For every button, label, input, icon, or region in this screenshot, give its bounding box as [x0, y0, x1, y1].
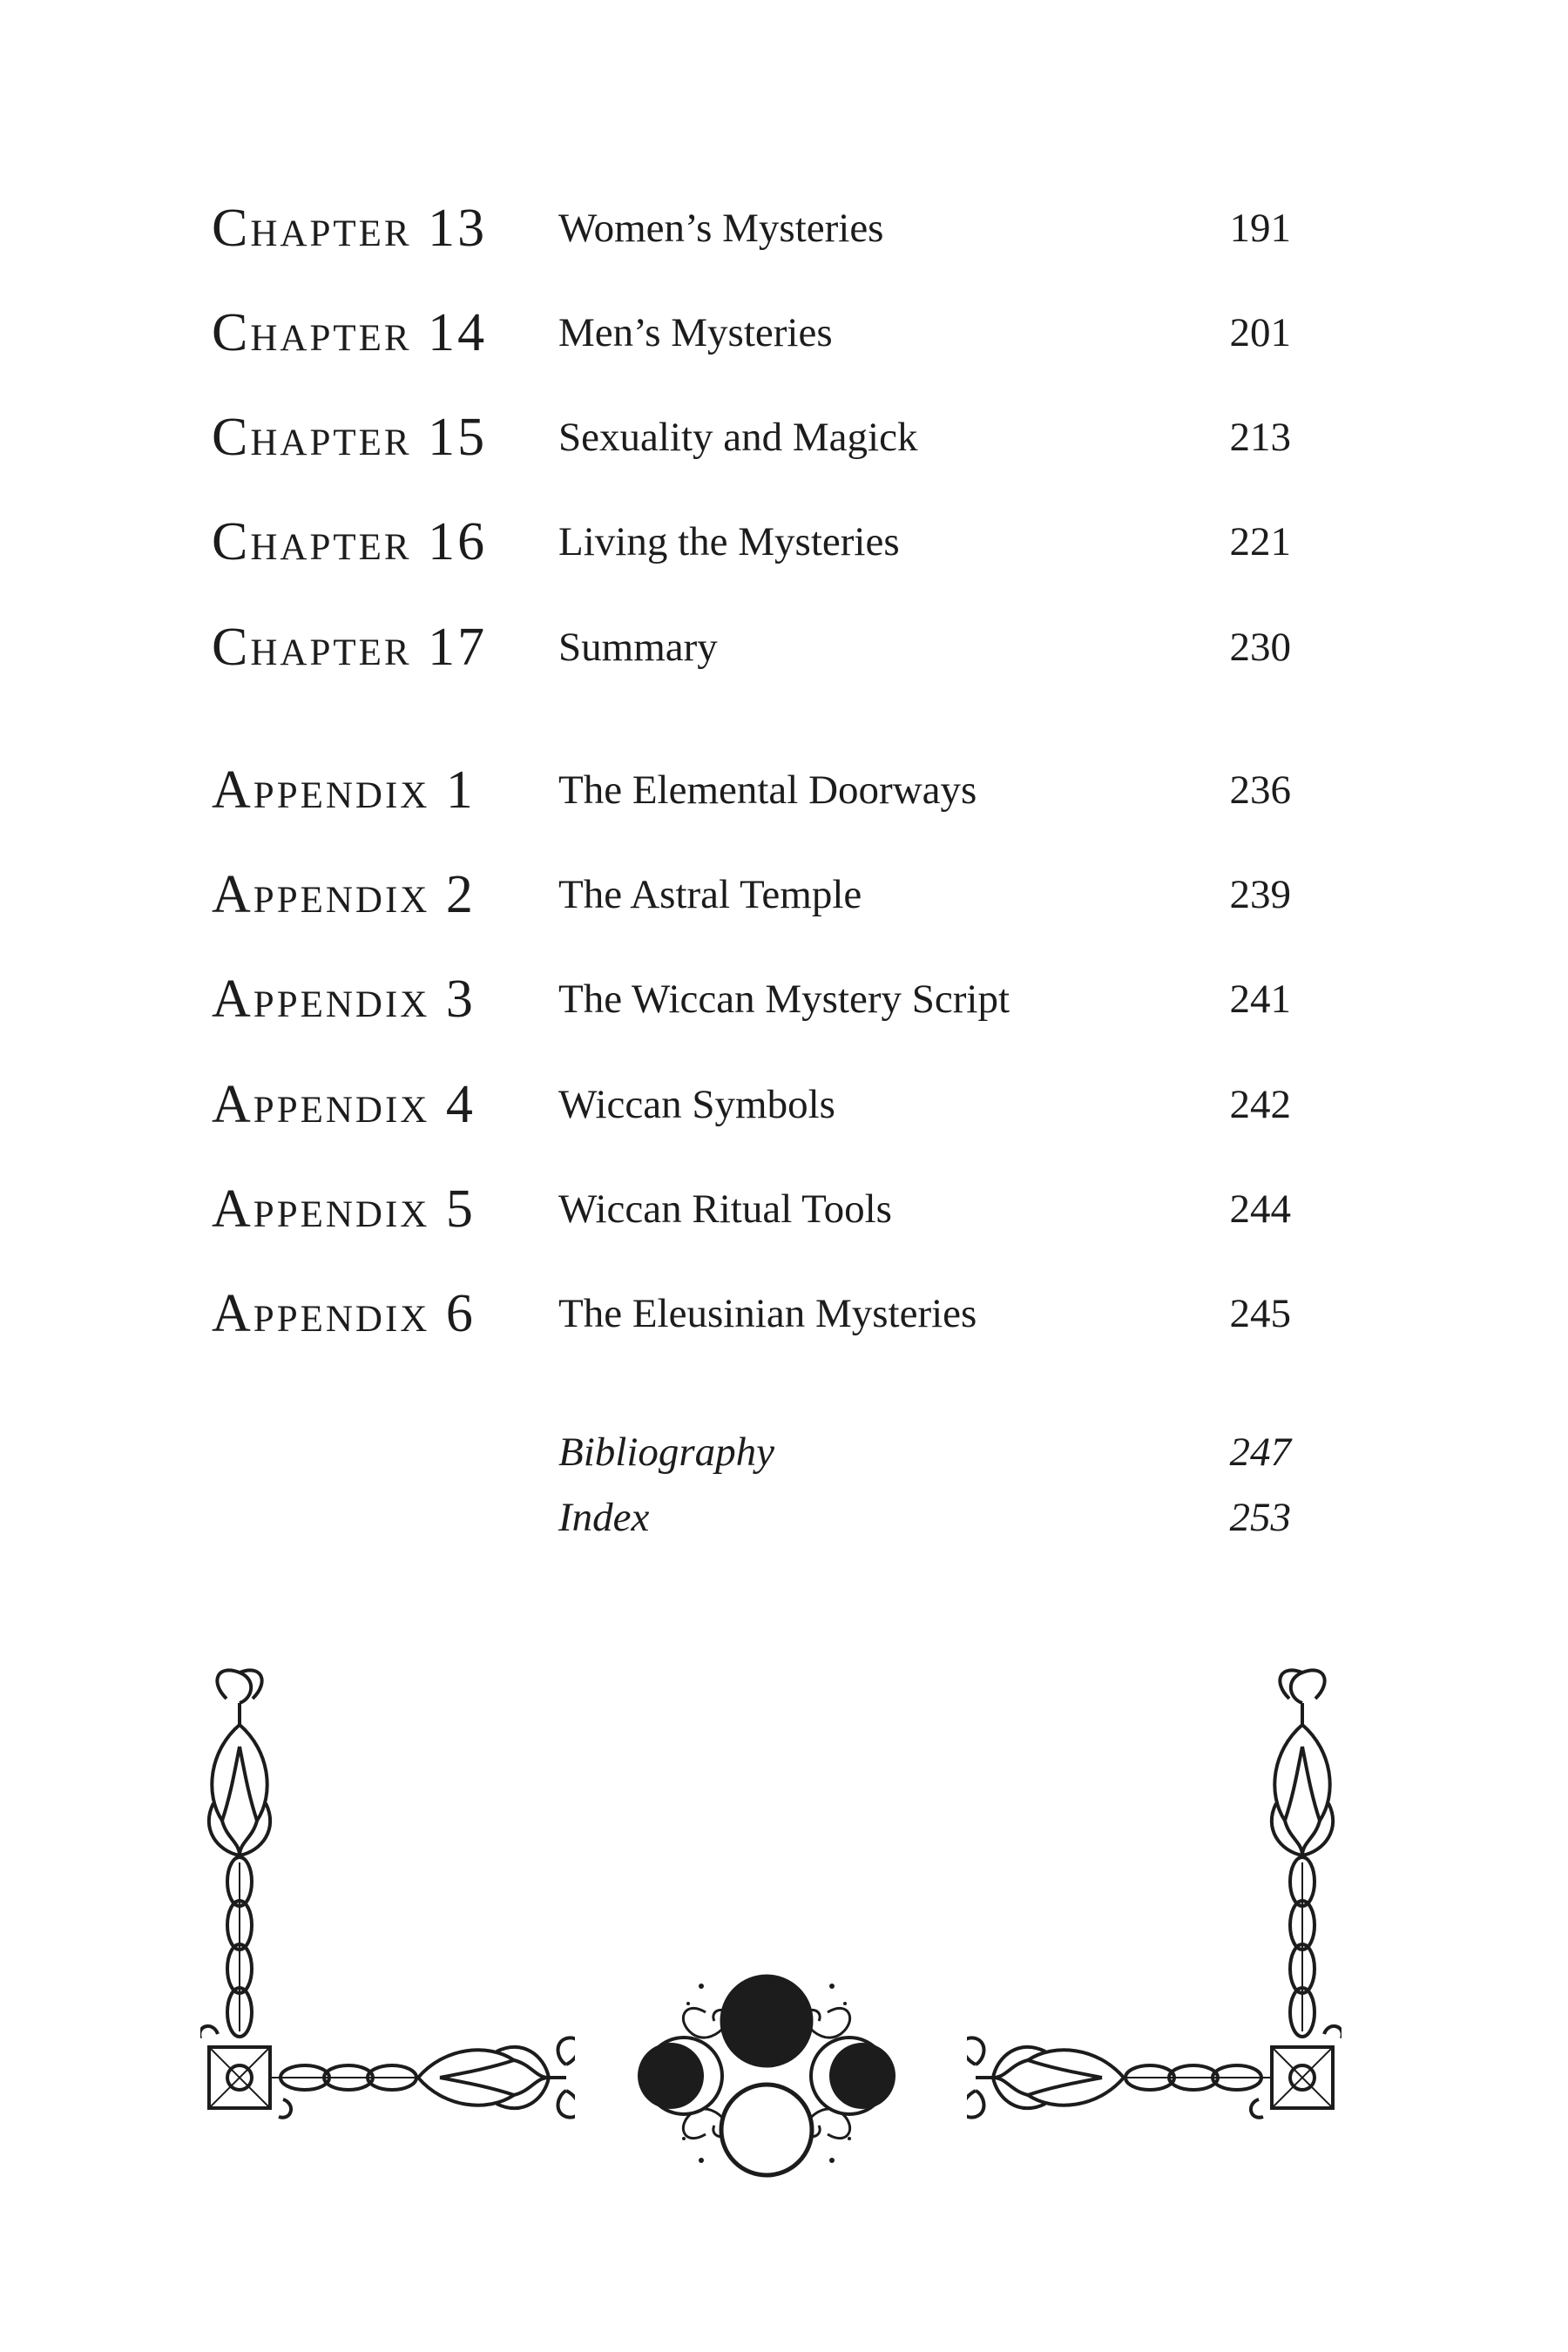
- chapter-title: Sexuality and Magick: [558, 415, 918, 460]
- toc-row-appendix-6[interactable]: [0, 1279, 1568, 1348]
- appendix-title: The Wiccan Mystery Script: [558, 977, 1010, 1022]
- chapter-title: Living the Mysteries: [558, 519, 900, 564]
- toc-row-appendix-1[interactable]: [0, 755, 1568, 825]
- toc-row-appendix-2[interactable]: [0, 860, 1568, 929]
- page-number: 230: [1229, 625, 1291, 670]
- appendix-title: The Elemental Doorways: [558, 767, 977, 813]
- toc-row-appendix-3[interactable]: [0, 964, 1568, 1034]
- page-number: 191: [1229, 206, 1291, 251]
- page-number: 245: [1229, 1291, 1291, 1336]
- toc-row-chapter-16[interactable]: [0, 507, 1568, 577]
- corner-flourish-icon: [200, 1664, 575, 2134]
- page-number: 242: [1229, 1082, 1291, 1127]
- appendix-label: Appendix 5: [212, 1179, 476, 1239]
- appendix-label: Appendix 2: [212, 865, 476, 924]
- corner-flourish-icon: [967, 1664, 1342, 2134]
- page-number: 236: [1229, 767, 1291, 813]
- chapter-label: Chapter 14: [212, 303, 488, 362]
- appendix-title: Wiccan Symbols: [558, 1082, 835, 1127]
- triple-moon-icon: [623, 1951, 910, 2195]
- appendix-label: Appendix 4: [212, 1075, 476, 1134]
- page-number: 239: [1229, 872, 1291, 917]
- toc-row-bibliography[interactable]: [0, 1417, 1568, 1487]
- page-number: 221: [1229, 519, 1291, 564]
- page-number: 213: [1229, 415, 1291, 460]
- toc-row-chapter-14[interactable]: [0, 298, 1568, 368]
- chapter-label: Chapter 15: [212, 408, 488, 467]
- chapter-title: Women’s Mysteries: [558, 206, 884, 251]
- page-number: 241: [1229, 977, 1291, 1022]
- toc-row-appendix-5[interactable]: [0, 1174, 1568, 1244]
- chapter-label: Chapter 17: [212, 618, 488, 677]
- appendix-label: Appendix 3: [212, 970, 476, 1029]
- page-number: 244: [1229, 1186, 1291, 1232]
- chapter-label: Chapter 13: [212, 199, 488, 258]
- appendix-title: Wiccan Ritual Tools: [558, 1186, 892, 1232]
- toc-row-index[interactable]: [0, 1483, 1568, 1552]
- chapter-title: Summary: [558, 625, 718, 670]
- toc-row-chapter-13[interactable]: [0, 193, 1568, 263]
- chapter-label: Chapter 16: [212, 512, 488, 571]
- appendix-title: The Astral Temple: [558, 872, 862, 917]
- appendix-label: Appendix 6: [212, 1284, 476, 1343]
- toc-row-chapter-15[interactable]: [0, 402, 1568, 472]
- chapter-title: Men’s Mysteries: [558, 310, 833, 355]
- appendix-label: Appendix 1: [212, 760, 476, 820]
- toc-row-appendix-4[interactable]: [0, 1070, 1568, 1139]
- back-matter-title: Index: [558, 1495, 650, 1540]
- page-number: 201: [1229, 310, 1291, 355]
- page-number: 253: [1229, 1495, 1291, 1540]
- toc-row-chapter-17[interactable]: [0, 612, 1568, 682]
- page-number: 247: [1229, 1429, 1291, 1475]
- back-matter-title: Bibliography: [558, 1429, 775, 1475]
- appendix-title: The Eleusinian Mysteries: [558, 1291, 977, 1336]
